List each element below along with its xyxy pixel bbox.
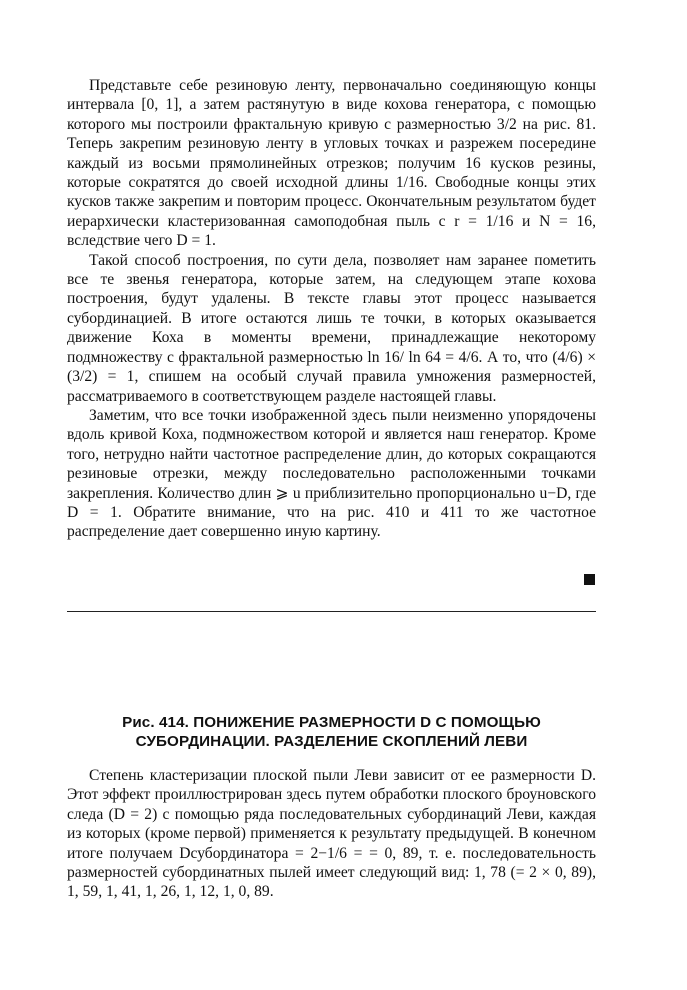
main-text-section bbox=[67, 76, 596, 542]
paragraph-rubber-band: Представьте себе резиновую ленту, первоначально соединяющую концы интервала [0, 1], а затем растянутую в виде кохова генератора, с помощью которого мы построили фрактальную кривую с размерностью 3/2 на рис. 81. Теперь закрепим резиновую ленту в угловых точках и разрежем посередине каждый из восьми прямолинейных отрезков; получим 16 кусков резины, которые сократятся до своей исходной длины 1/16. Свободные концы этих кусков также закрепим и повторим процесс. Окончательным результатом будет иерархически кластеризованная самоподобная пыль с r = 1/16 и N = 16, вследствие чего D = 1. bbox=[67, 77, 596, 250]
figure-heading-line-2: СУБОРДИНАЦИИ. РАЗДЕЛЕНИЕ СКОПЛЕНИЙ ЛЕВИ bbox=[135, 733, 528, 750]
paragraph-koch-curve: Заметим, что все точки изображенной здесь пыли неизменно упорядочены вдоль кривой Коха, подмножеством которой и является наш генератор. Кроме того, нетрудно найти частотное распределение длин, до которых сокращаются резиновые отрезки, между последовательно расположенными точками закрепления. Количество длин ⩾ u приблизительно пропорционально u−D, где D = 1. Обратите внимание, что на рис. 410 и 411 то же частотное распределение дает совершенно иную картину. bbox=[67, 406, 596, 541]
paragraph-levy-dust: Степень кластеризации плоской пыли Леви зависит от ее размерности D. Этот эффект проиллюстрирован здесь путем обработки плоского броуновского следа (D = 2) с помощью ряда последовательных субординаций Леви, каждая из которых (кроме первой) применяется к результату предыдущей. В конечном итоге получаем Dсубординатора = 2−1/6 = = 0, 89, т. е. последовательность размерностей субординатных пылей имеет следующий вид: 1, 78 (= 2 × 0, 89), 1, 59, 1, 41, 1, 26, 1, 12, 1, 0, 89. bbox=[67, 767, 596, 901]
paragraph-construction: Такой способ построения, по сути дела, позволяет нам заранее пометить все те звенья генератора, которые затем, на следующем этапе кохова построения, будут удалены. В тексте главы этот процесс называется субординацией. В итоге остаются лишь те точки, в которых оказывается движение Коха в моменты времени, принадлежащие некоторому подмножеству с фрактальной размерностью ln 16/ ln 64 = 4/6. А то, что (4/6) × (3/2) = 1, спишем на особый случай правила умножения размерностей, рассматриваемого в соответствующем разделе настоящей главы. bbox=[67, 251, 596, 405]
figure-heading-line-1: Рис. 414. ПОНИЖЕНИЕ РАЗМЕРНОСТИ D С ПОМОЩЬЮ bbox=[122, 714, 541, 731]
end-of-proof-mark bbox=[584, 574, 595, 585]
figure-heading bbox=[67, 713, 596, 751]
section-divider bbox=[67, 611, 596, 612]
figure-caption-text bbox=[67, 766, 596, 902]
